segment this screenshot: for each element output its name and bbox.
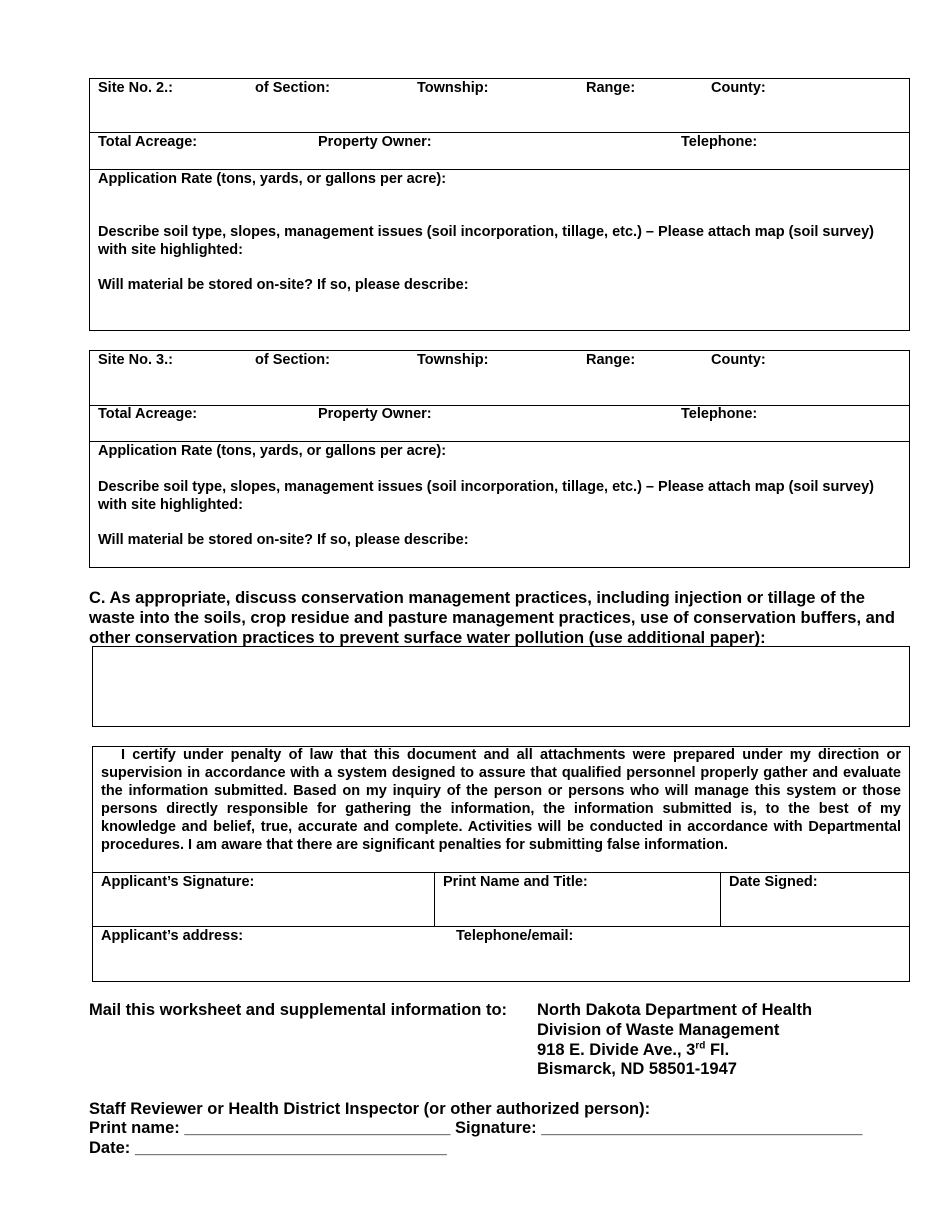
site3-site-no-label: Site No. 3.: — [98, 352, 173, 368]
site2-total-acreage-label: Total Acreage: — [98, 134, 198, 150]
site3-township-label: Township: — [417, 352, 489, 368]
site2-stored-onsite-label: Will material be stored on-site? If so, please describe: — [98, 277, 469, 293]
staff-reviewer-heading: Staff Reviewer or Health District Inspector (or other authorized person): — [89, 1100, 651, 1118]
site2-box — [89, 78, 910, 331]
print-name-title-field[interactable]: Print Name and Title: — [443, 874, 588, 890]
site3-telephone-label: Telephone: — [681, 406, 758, 422]
mail-to-label: Mail this worksheet and supplemental information to: — [89, 1001, 508, 1019]
site3-total-acreage-label: Total Acreage: — [98, 406, 198, 422]
site2-range-label: Range: — [586, 80, 636, 96]
section-c-heading: C. As appropriate, discuss conservation management practices, including injection or tillage of the waste into the soils, crop residue and pasture management practices, use of conservation buffers, and other conservation practices to prevent surface water pollution (use additional paper): — [89, 589, 895, 647]
cert-divider-1 — [92, 872, 910, 873]
applicant-signature-field[interactable]: Applicant’s Signature: — [101, 874, 255, 890]
section-c-response-box[interactable] — [92, 646, 910, 727]
site3-describe-soil-label: Describe soil type, slopes, management issues (soil incorporation, tillage, etc.) – Please attach map (soil survey) with site highlighted: — [98, 479, 875, 513]
site2-telephone-label: Telephone: — [681, 134, 758, 150]
mail-address-line-3 — [537, 1041, 729, 1060]
site3-stored-onsite-label: Will material be stored on-site? If so, please describe: — [98, 532, 469, 548]
mail-address-line-3-floor: Fl. — [705, 1041, 730, 1059]
mail-address-line-3-suffix: rd — [695, 1040, 706, 1052]
site2-divider-1 — [89, 132, 910, 133]
site3-range-label: Range: — [586, 352, 636, 368]
site3-property-owner-label: Property Owner: — [318, 406, 432, 422]
mail-address-line-2: Division of Waste Management — [537, 1021, 780, 1039]
site2-site-no-label: Site No. 2.: — [98, 80, 173, 96]
certification-text: I certify under penalty of law that this document and all attachments were prepared under my direction or supervision in accordance with a system designed to assure that qualified personnel properly gather and evaluate the information submitted. Based on my inquiry of the person or persons who will manage this system or those persons directly responsible for gathering the information, the information submitted is, to the best of my knowledge and belief, true, accurate and complete. Activities will be conducted in accordance with Departmental procedures. I am aware that there are significant penalties for submitting false information. — [101, 747, 901, 853]
applicant-address-field[interactable]: Applicant’s address: — [101, 928, 244, 944]
date-signed-field[interactable]: Date Signed: — [729, 874, 818, 890]
site2-describe-soil-label: Describe soil type, slopes, management issues (soil incorporation, tillage, etc.) – Please attach map (soil survey) with site highlighted: — [98, 224, 875, 258]
telephone-email-field[interactable]: Telephone/email: — [456, 928, 574, 944]
staff-date-line[interactable]: Date: __________________________________ — [89, 1139, 447, 1157]
cert-col-divider-1 — [434, 872, 435, 926]
mail-address-line-4: Bismarck, ND 58501-1947 — [537, 1060, 737, 1078]
mail-address-line-3-street: 918 E. Divide Ave., 3 — [537, 1041, 696, 1059]
site2-divider-2 — [89, 169, 910, 170]
cert-divider-2 — [92, 926, 910, 927]
cert-col-divider-2 — [720, 872, 721, 926]
site3-divider-1 — [89, 405, 910, 406]
site2-property-owner-label: Property Owner: — [318, 134, 432, 150]
site2-application-rate-label: Application Rate (tons, yards, or gallons per acre): — [98, 171, 447, 187]
site3-divider-2 — [89, 441, 910, 442]
staff-print-name-signature-line[interactable]: Print name: _____________________________ Signature: ___________________________________ — [89, 1119, 863, 1137]
site3-section-label: of Section: — [255, 352, 330, 368]
site2-township-label: Township: — [417, 80, 489, 96]
mail-address-line-1: North Dakota Department of Health — [537, 1001, 813, 1019]
site2-section-label: of Section: — [255, 80, 330, 96]
site3-county-label: County: — [711, 352, 766, 368]
site2-county-label: County: — [711, 80, 766, 96]
site3-application-rate-label: Application Rate (tons, yards, or gallons per acre): — [98, 443, 447, 459]
